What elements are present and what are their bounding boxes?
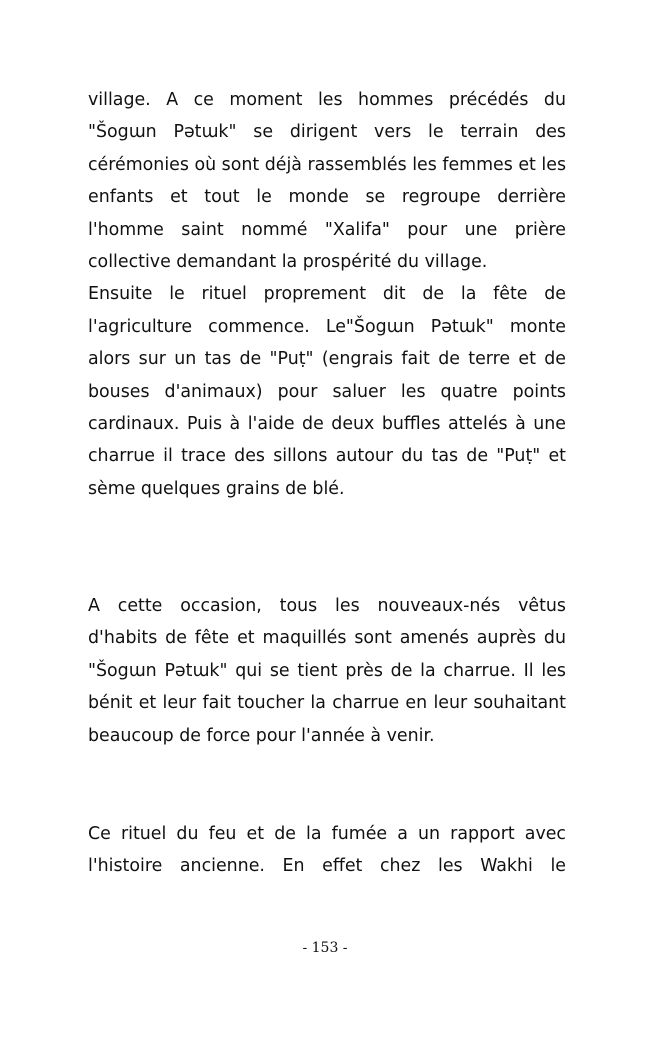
- page-number: - 153 -: [302, 940, 348, 956]
- paragraph-3: A cette occasion, tous les nouveaux-nés vêtus d'habits de fête et maquillés sont amenés auprès du "Šogɯn Pətɯk" qui se tient près de la charrue. Il les bénit et leur fait toucher la charrue en leur souhaitant beaucoup de force pour l'année à venir.: [88, 596, 566, 746]
- paragraph-2: Ensuite le rituel proprement dit de la fête de l'agriculture commence. Le"Šogɯn Pətɯk" monte alors sur un tas de "Puṭ" (engrais fait de terre et de bouses d'animaux) pour saluer les quatre points cardinaux. Puis à l'aide de deux buffles attelés à une charrue il trace des sillons autour du tas de "Puṭ" et sème quelques grains de blé.: [88, 284, 566, 499]
- paragraph-4: Ce rituel du feu et de la fumée a un rapport avec l'histoire ancienne. En effet chez les Wakhi le: [88, 824, 566, 877]
- text-block-3: [88, 818, 566, 883]
- paragraph-1: village. A ce moment les hommes précédés du "Šogɯn Pətɯk" se dirigent vers le terrain des cérémonies où sont déjà rassemblés les femmes et les enfants et tout le monde se regroupe derrière l'homme saint nommé "Xalifa" pour une prière collective demandant la prospérité du village.: [88, 90, 566, 273]
- text-block-1: [88, 84, 566, 505]
- text-block-2: [88, 590, 566, 752]
